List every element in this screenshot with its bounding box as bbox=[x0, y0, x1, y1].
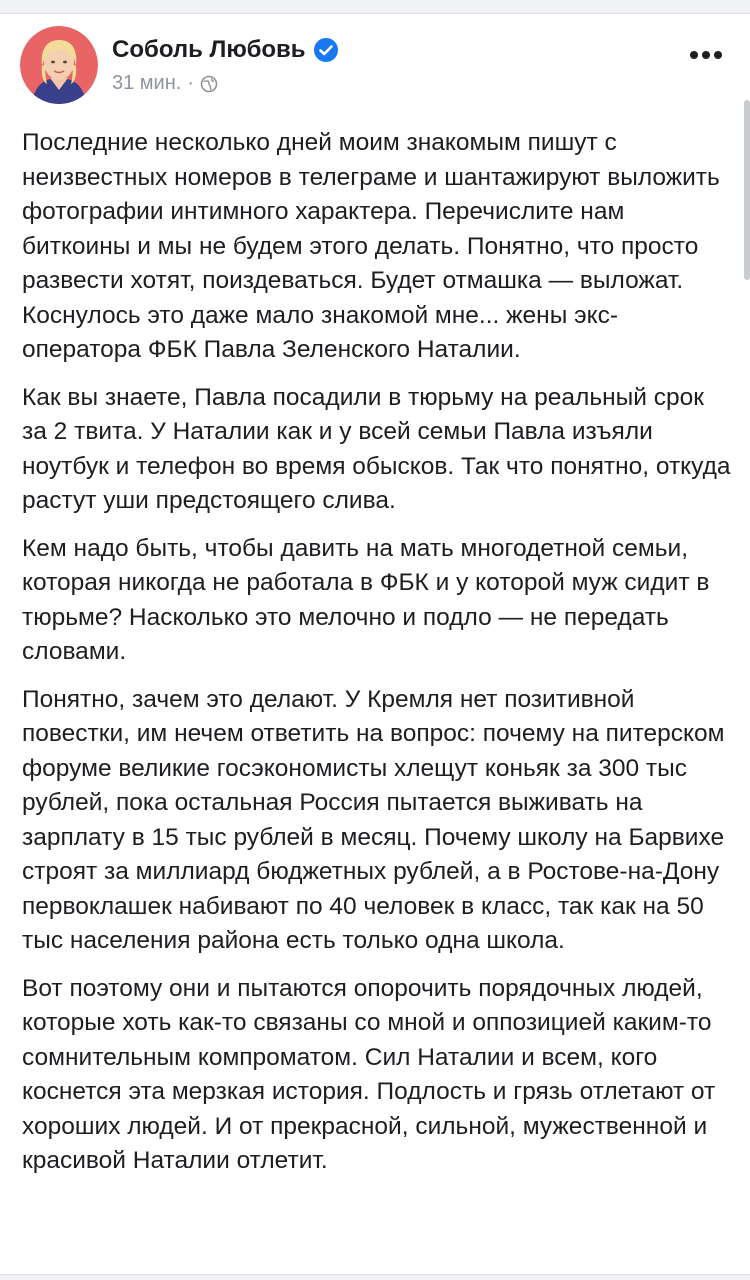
avatar[interactable] bbox=[20, 26, 98, 104]
post-paragraph: Вот поэтому они и пытаются опорочить порядочных людей, которые хоть как-то связаны со мной и оппозицией каким-то сомнительным компроматом. Сил Наталии и всем, кого коснется эта мерзкая история. Подлость и грязь отлетают от хороших людей. И от прекрасной, сильной, мужественной и красивой Наталии отлетит. bbox=[22, 974, 716, 1174]
globe-icon bbox=[200, 75, 218, 93]
scrollbar[interactable] bbox=[744, 100, 750, 280]
post-paragraph: Понятно, зачем это делают. У Кремля нет позитивной повестки, им нечем ответить на вопрос: почему на питерском форуме великие госэкономисты хлещут коньяк за 300 тыс рублей, пока остальная Россия пытается выживать на зарплату в 15 тыс рублей в месяц. Почему школу на Барвихе строят за миллиард бюджетных рублей, а в Ростове-на-Дону первоклашек набивают по 40 человек в класс, так как на 50 тыс населения района есть только одна школа. bbox=[22, 685, 725, 954]
post-time[interactable]: 31 мин. bbox=[112, 72, 182, 94]
author-name[interactable] bbox=[112, 36, 338, 64]
post-text bbox=[22, 126, 734, 1192]
post-header bbox=[20, 26, 730, 106]
bottom-separator bbox=[0, 1274, 750, 1280]
post-paragraph: Последние несколько дней моим знакомым пишут с неизвестных номеров в телеграме и шантажируют выложить фотографии интимного характера. Перечислите нам биткоины и мы не будем этого делать. Понятно, что просто развести хотят, поиздеваться. Будет отмашка — выложат. Коснулось это даже мало знакомой мне... жены экс-оператора ФБК Павла Зеленского Наталии. bbox=[22, 129, 720, 363]
post-meta bbox=[112, 72, 218, 95]
post-paragraph: Кем надо быть, чтобы давить на мать многодетной семьи, которая никогда не работала в ФБК и у которой муж сидит в тюрьме? Насколько это мелочно и подло — не передать словами. bbox=[22, 534, 710, 665]
verified-badge-icon bbox=[314, 38, 338, 62]
more-dots-icon bbox=[689, 50, 723, 60]
post-paragraph: Как вы знаете, Павла посадили в тюрьму на реальный срок за 2 твита. У Наталии как и у всей семьи Павла изъяли ноутбук и телефон во время обысков. Так что понятно, откуда растут уши предстоящего слива. bbox=[22, 383, 731, 514]
top-separator bbox=[0, 0, 750, 14]
meta-separator: · bbox=[187, 72, 194, 94]
more-options-button[interactable] bbox=[686, 40, 726, 70]
author-name-text[interactable]: Соболь Любовь bbox=[112, 36, 306, 63]
